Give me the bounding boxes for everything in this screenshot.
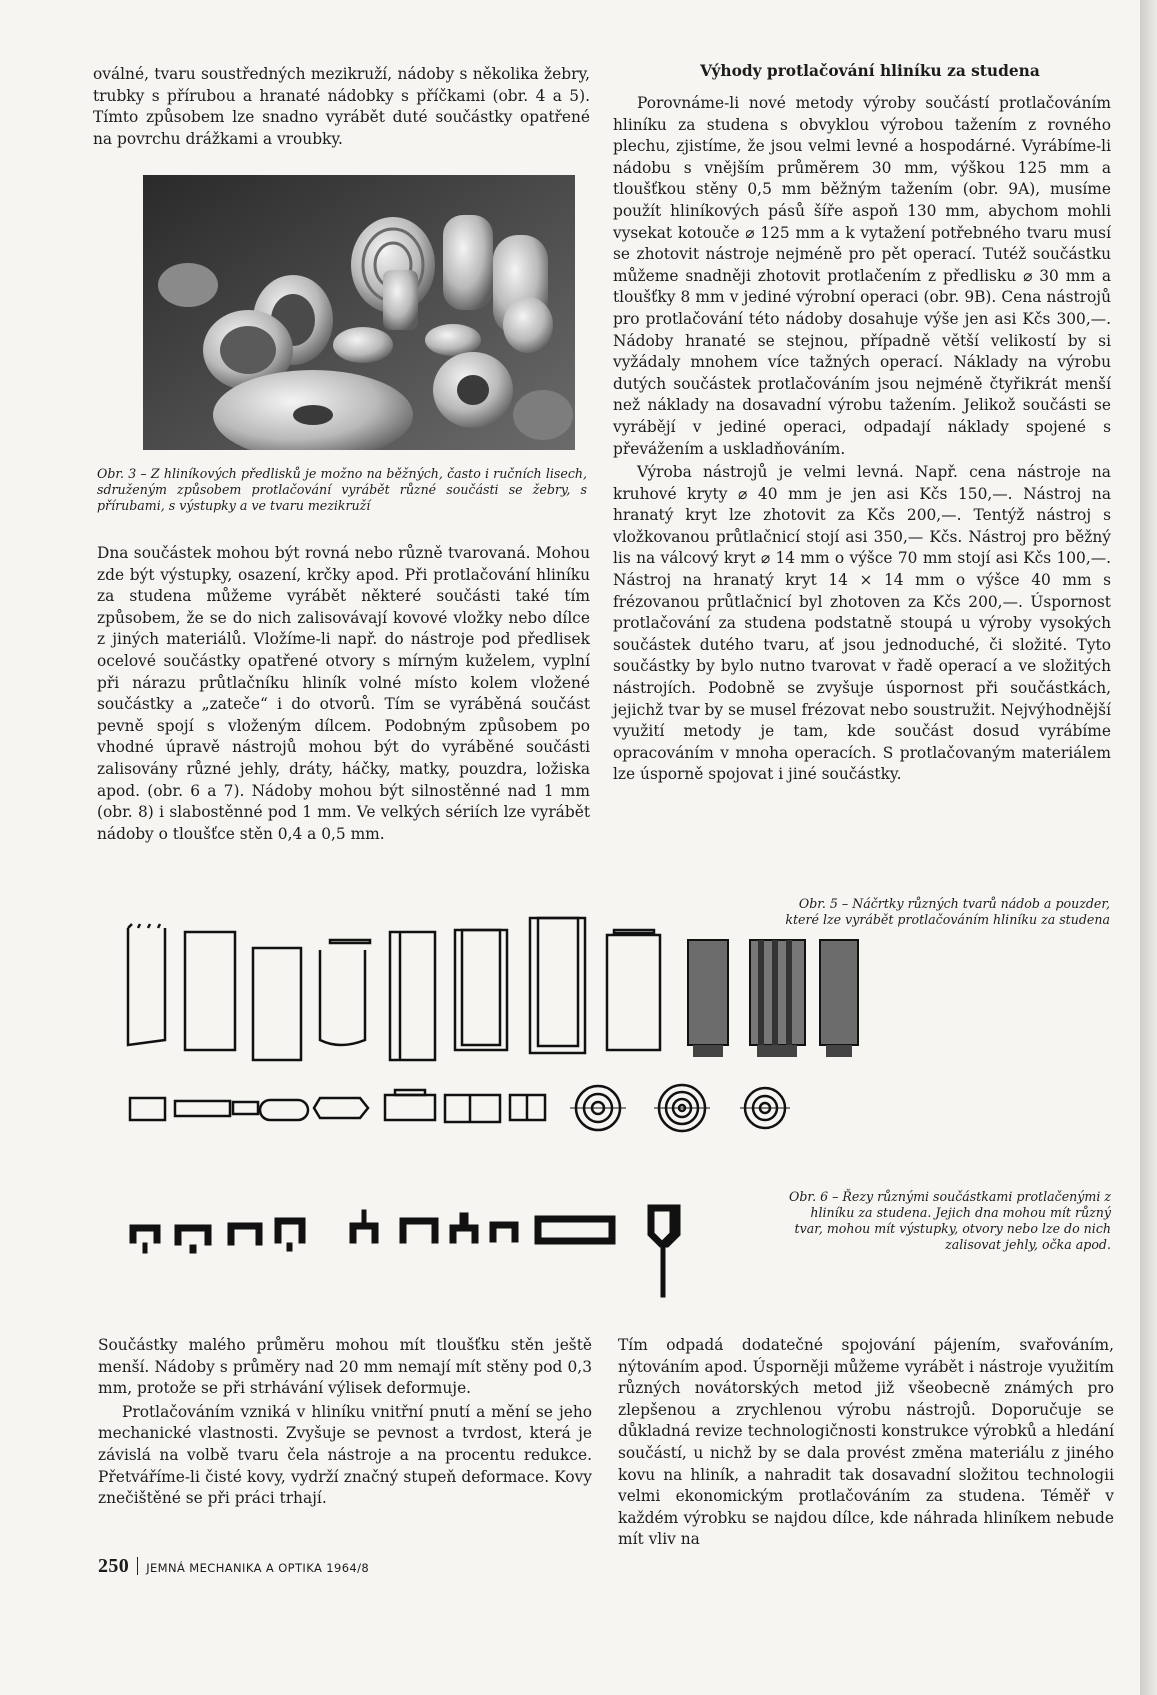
fig5-shaded-tubes xyxy=(688,940,858,1057)
page-edge xyxy=(1140,0,1157,1695)
fig5-concentric-rings xyxy=(570,1085,790,1131)
paragraph: Dna součástek mohou být rovná nebo různě tvarovaná. Mohou zde být výstupky, osazení, krčky apod. Při protlačování hliníku za studena můžeme vyrábět některé součásti také tím způsobem, že se do nich zalisovávají kovové vložky nebo dílce z jiných materiálů. Vložíme-li např. do nástroje pod předlisek ocelové součástky opatřené otvory s mírným kuželem, vyplní při nárazu průtlačníku hliník volné místo kolem vložené součástky a „zateče“ i do otvorů. Tím se vyráběná součást pevně spojí s vloženým dílcem. Podobným způsobem po vhodné úpravě nástrojů mohou být do vyráběné součásti zalisovány různé jehly, dráty, háčky, matky, pouzdra, ložiska apod. (obr. 6 a 7). Nádoby mohou být silnostěnné nad 1 mm (obr. 8) i slabostěnné pod 1 mm. Ve velkých sériích lze vyrábět nádoby o tloušťce stěn 0,4 a 0,5 mm. xyxy=(97,544,590,843)
figure5-caption: Obr. 5 – Náčrtky různých tvarů nádob a pouzder, které lze vyrábět protlačováním hliníku za studena xyxy=(785,896,1110,927)
journal-name: JEMNÁ MECHANIKA A OPTIKA 1964/8 xyxy=(146,1561,370,1575)
fig5-cross-sections xyxy=(130,1090,545,1122)
footer-divider xyxy=(137,1557,138,1575)
fig5-container-sketches xyxy=(128,918,660,1060)
fig6-part-sections xyxy=(130,1205,680,1297)
paragraph: Součástky malého průměru mohou mít tloušťku stěn ještě menší. Nádoby s průměry nad 20 mm nemají mít stěny pod 0,3 mm, protože se při strhávání výlisek deformuje. xyxy=(98,1336,592,1398)
figure6-caption: Obr. 6 – Řezy různými součástkami protlačenými z hliníku za studena. Jejich dna mohou mít různý tvar, mohou mít výstupky, otvory nebo lze do nich zalisovat jehly, očka apod. xyxy=(789,1189,1111,1252)
section-heading: Výhody protlačování hliníku za studena xyxy=(700,62,1040,80)
page-footer xyxy=(98,1555,369,1578)
column1-top-text xyxy=(93,64,590,150)
paragraph: Tím odpadá dodatečné spojování pájením, svařováním, nýtováním apod. Úsporněji můžeme vyrábět i nástroje využitím různých novátorských metod již všeobecně známých pro zlepšenou a zrychlenou výrobu nástrojů. Doporučuje se důkladná revize technologičnosti konstrukce výrobků a hledání součástí, u nichž by se dala provést změna materiálu z jiného kovu na hliník, a nahradit tak dosavadní složitou technologii velmi ekonomickým protlačováním za studena. Téměř v každém výrobku se najdou dílce, kde náhrada hliníkem nebude mít vliv na xyxy=(618,1336,1114,1549)
column1-bottom-text xyxy=(98,1335,592,1510)
figure3-caption: Obr. 3 – Z hliníkových předlisků je možno na běžných, často i ručních lisech, sdruženým způsobem protlačování vyrábět různé součásti se žebry, s přírubami, s výstupky a ve tvaru mezikruží xyxy=(97,466,587,513)
paragraph: Protlačováním vzniká v hliníku vnitřní pnutí a mění se jeho mechanické vlastnosti. Zvyšuje se pevnost a tvrdost, která je závislá na volbě tvaru čela nástroje a na procentu redukce. Přetváříme-li čisté kovy, vydrží značný stupeň deformace. Kovy znečištěné se při práci trhají. xyxy=(98,1402,592,1508)
paragraph: oválné, tvaru soustředných mezikruží, nádoby s několika žebry, trubky s přírubou a hranaté nádobky s příčkami (obr. 4 a 5). Tímto způsobem lze snadno vyrábět duté součástky opatřené na povrchu drážkami a vroubky. xyxy=(93,65,590,148)
figure3-photo xyxy=(143,175,575,450)
column2-bottom-text xyxy=(618,1335,1114,1551)
paragraph: Výroba nástrojů je velmi levná. Např. cena nástroje na kruhové kryty ⌀ 40 mm je jen asi Kčs 150,—. Nástroj na hranatý kryt lze zhotovit za Kčs 200,—. Tentýž nástroj s vložkovanou průtlačnicí stojí asi 350,— Kčs. Nástroj pro běžný lis na válcový kryt ⌀ 14 mm o výšce 70 mm stojí asi Kčs 100,—. Nástroj na hranatý kryt 14 × 14 mm o výšce 40 mm s frézovanou průtlačnicí byl zhotoven za Kčs 200,—. Úspornost protlačování za studena podstatně stoupá u výroby vysokých součástek dutého tvaru, ať jsou jednoduché, či složité. Tyto součástky by bylo nutno tvarovat v řadě operací a ve složitých nástrojích. Podobně se zvyšuje úspornost při součástkách, jejichž tvar by se musel frézovat nebo soustružit. Nejvýhodnější využití metody je tam, kde součást dosud vyrábíme opracováním v mnoha operacích. S protlačovaným materiálem lze úsporně spojovat i jiné součástky. xyxy=(613,463,1111,784)
paragraph: Porovnáme-li nové metody výroby součástí protlačováním hliníku za studena s obvyklou výrobou tažením z rovného plechu, zjistíme, že jsou velmi levné a hospodárné. Vyrábíme-li nádobu s vnějším průměrem 30 mm, výškou 125 mm a tloušťkou stěny 0,5 mm běžným tažením (obr. 9A), musíme použít hliníkových pásů šíře aspoň 130 mm, abychom mohli vysekat kotouče ⌀ 125 mm a k vytažení potřebného tvaru musí se zhotovit nástroje nejméně pro pět operací. Tutéž součástku můžeme snadněji zhotovit protlačením z předlisku ⌀ 30 mm a tloušťky 8 mm v jediné výrobní operaci (obr. 9B). Cena nástrojů pro protlačování této nádoby dosahuje výše jen asi Kčs 300,—. Nádoby hranaté se stejnou, případně větší velikostí by si vyžádaly mnohem více tažných operací. Náklady na výrobu dutých součástek protlačováním jsou nejméně čtyřikrát menší než náklady na dosavadní výrobu tažením. Jelikož součásti se vyrábějí v jediné operaci, odpadají náklady spojené s převážením a uskladňováním. xyxy=(613,94,1111,458)
page-number: 250 xyxy=(98,1555,130,1577)
column1-middle-text xyxy=(97,543,590,845)
photo-aluminium-preforms xyxy=(143,175,575,450)
column2-text xyxy=(613,93,1111,786)
